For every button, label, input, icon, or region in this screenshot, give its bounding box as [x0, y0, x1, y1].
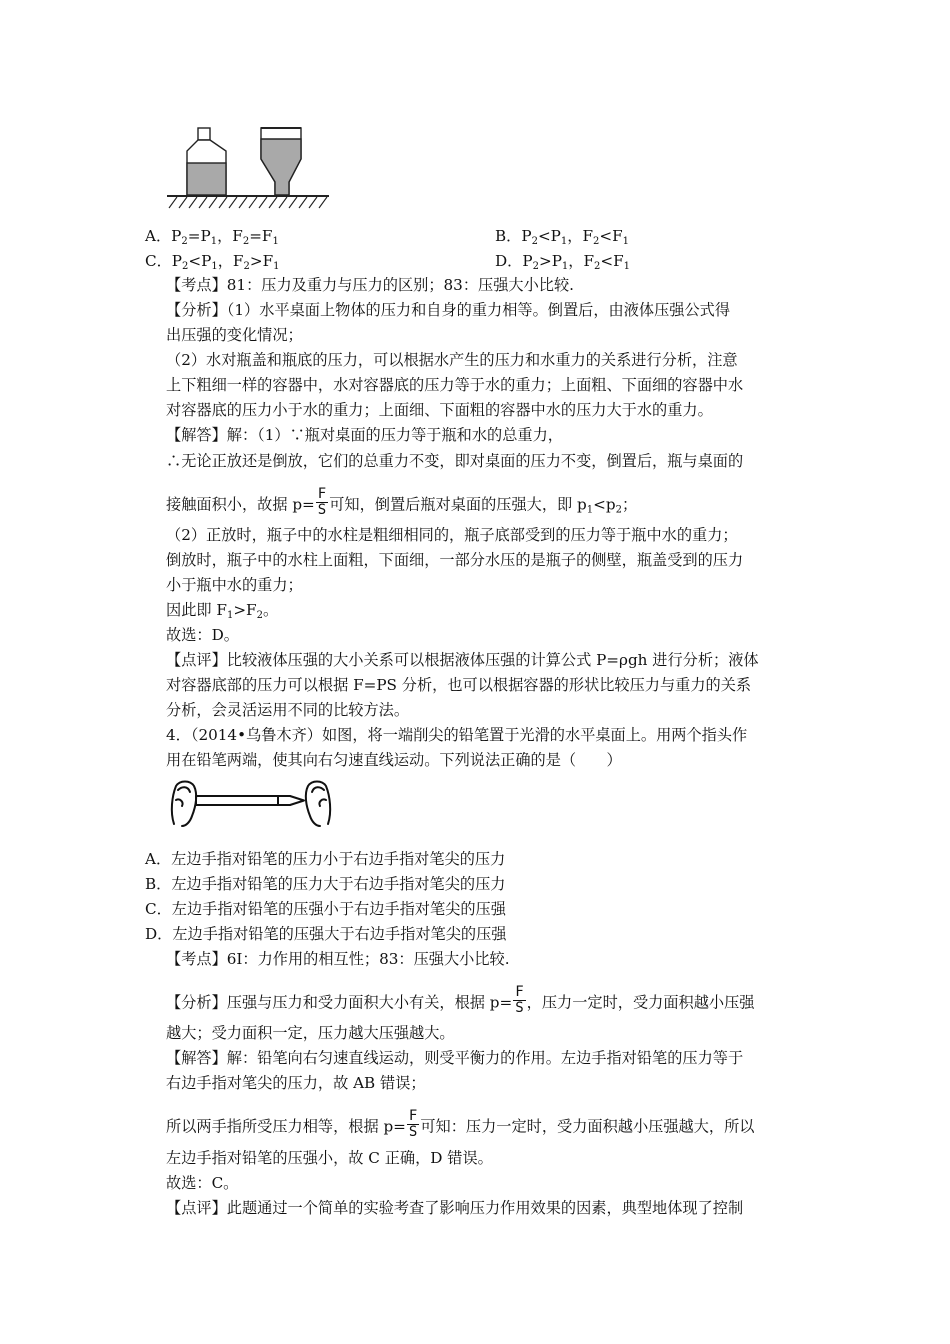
q3-fenxi-line: （2）水对瓶盖和瓶底的压力，可以根据水产生的压力和水重力的关系进行分析，注意 [166, 351, 738, 369]
q3-fenxi-line: 出压强的变化情况； [166, 326, 303, 344]
q4-option-a: A．左边手指对铅笔的压力小于右边手指对笔尖的压力 [145, 850, 506, 868]
pressure-fraction: $\frac{F}{S}$ [408, 1108, 418, 1140]
q3-dianping-line: 分析，会灵活运用不同的比较方法。 [166, 701, 409, 719]
q3-jieda-line: （2）正放时，瓶子中的水柱是粗细相同的，瓶子底部受到的压力等于瓶中水的重力； [166, 526, 738, 544]
q4-stem-line: 用在铅笔两端，使其向右匀速直线运动。下列说法正确的是（ ） [166, 751, 622, 769]
q4-dianping-line: 【点评】此题通过一个简单的实验考查了影响压力作用效果的因素，典型地体现了控制 [166, 1199, 744, 1217]
q3-option-a: A．$P_2=P_1$，$F_2=F_1$ [145, 227, 279, 247]
bottles-figure [165, 125, 333, 211]
q4-option-c: C．左边手指对铅笔的压强小于右边手指对笔尖的压强 [145, 900, 506, 918]
q3-option-d: D．$P_2>P_1$，$F_2<F_1$ [495, 252, 631, 272]
q4-jieda-line: 【解答】解：铅笔向右匀速直线运动，则受平衡力的作用。左边手指对铅笔的压力等于 [166, 1049, 744, 1067]
q3-jieda-line: 因此即 $F_1>F_2$。 [166, 601, 279, 621]
pressure-fraction: $\frac{F}{S}$ [515, 984, 524, 1016]
q3-fenxi-line: 【分析】（1）水平桌面上物体的压力和自身的重力相等。倒置后，由液体压强公式得 [166, 301, 731, 319]
q4-answer: 故选：C。 [166, 1174, 239, 1192]
q4-jieda-line: 右边手指对笔尖的压力，故 AB 错误； [166, 1074, 426, 1092]
q3-answer: 故选：D。 [166, 626, 239, 644]
q3-option-c: C．$P_2<P_1$，$F_2>F_1$ [145, 252, 280, 272]
q4-option-b: B．左边手指对铅笔的压力大于右边手指对笔尖的压力 [145, 875, 506, 893]
q3-fenxi-line: 上下粗细一样的容器中，水对容器底的压力等于水的重力；上面粗、下面细的容器中水 [166, 376, 744, 394]
q4-stem-line: 4．（2014•乌鲁木齐）如图，将一端削尖的铅笔置于光滑的水平桌面上。用两个指头作 [166, 726, 748, 744]
q3-jieda-line: 倒放时，瓶子中的水柱上面粗，下面细，一部分水压的是瓶子的侧壁，瓶盖受到的压力 [166, 551, 744, 569]
pressure-fraction: $\frac{F}{S}$ [317, 486, 327, 518]
q3-jieda-formula-line: 接触面积小，故据 p= $\frac{F}{S}$ 可知，倒置后瓶对桌面的压强大，即 $p_1<p_2$； [166, 486, 638, 518]
q4-option-d: D．左边手指对铅笔的压强大于右边手指对笔尖的压强 [145, 925, 507, 943]
q3-option-b: B．$P_2<P_1$，$F_2<F_1$ [495, 227, 630, 247]
q4-fenxi-formula-line: 【分析】压强与压力和受力面积大小有关，根据 p= $\frac{F}{S}$ ，压力一定时，受力面积越小压强 [166, 984, 755, 1016]
q4-jieda-line: 左边手指对铅笔的压强小，故 C 正确，D 错误。 [166, 1149, 493, 1167]
q3-dianping-line: 【点评】比较液体压强的大小关系可以根据液体压强的计算公式 P=ρgh 进行分析；液体 [166, 651, 759, 669]
q3-fenxi-line: 对容器底的压力小于水的重力；上面细、下面粗的容器中水的压力大于水的重力。 [166, 401, 713, 419]
pencil-fingers-figure [168, 776, 334, 830]
q3-dianping-line: 对容器底部的压力可以根据 F=PS 分析，也可以根据容器的形状比较压力与重力的关系 [166, 676, 752, 694]
q3-jieda-line: ∴无论正放还是倒放，它们的总重力不变，即对桌面的压力不变，倒置后，瓶与桌面的 [166, 452, 744, 470]
q3-jieda-line: 小于瓶中水的重力； [166, 576, 303, 594]
q4-fenxi-line: 越大；受力面积一定，压力越大压强越大。 [166, 1024, 455, 1042]
q4-jieda-formula-line: 所以两手指所受压力相等，根据 p= $\frac{F}{S}$ 可知：压力一定时，受力面积越小压强越大，所以 [166, 1108, 755, 1140]
q4-kaodian: 【考点】6I：力作用的相互性；83：压强大小比较. [166, 950, 510, 968]
q3-jieda-line: 【解答】解：（1）∵瓶对桌面的压力等于瓶和水的总重力， [166, 426, 563, 444]
q3-kaodian: 【考点】81：压力及重力与压力的区别；83：压强大小比较. [166, 276, 574, 294]
